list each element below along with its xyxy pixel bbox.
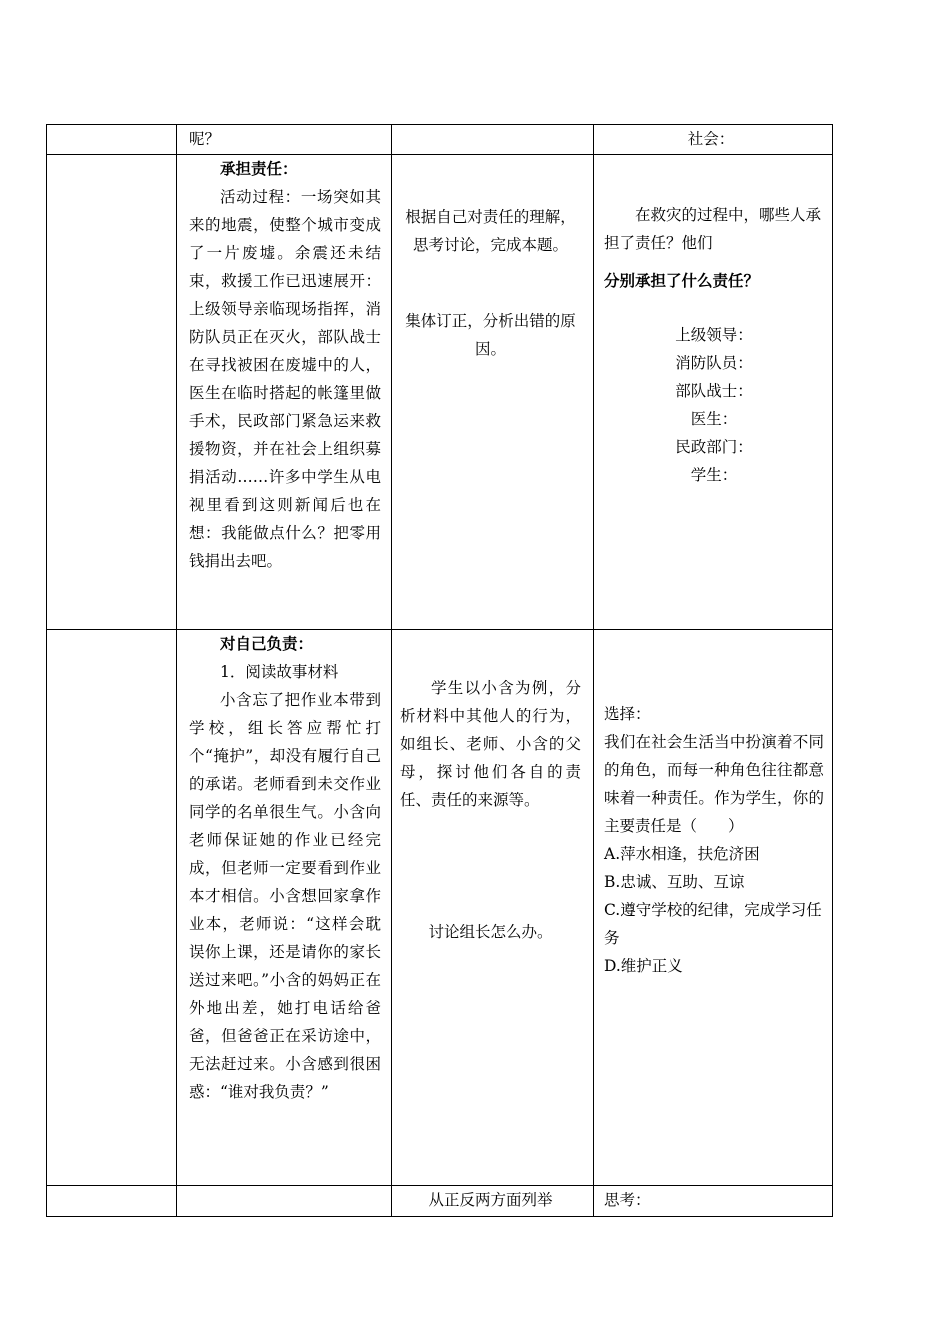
row3-col3-text2: 讨论组长怎么办。	[428, 923, 553, 941]
row1-col2	[177, 125, 392, 155]
row3-col2	[177, 630, 392, 1186]
row1-col1	[47, 125, 177, 155]
table-row	[47, 155, 833, 630]
row4-col3-text: 从正反两方面列举	[428, 1191, 553, 1209]
section-title-self: 对自己负责：	[220, 634, 314, 653]
story-subtitle: 1．阅读故事材料	[220, 663, 339, 681]
table-row	[47, 1186, 833, 1217]
choice-option: A.萍水相逢，扶危济困	[604, 845, 760, 863]
row2-col1	[47, 155, 177, 630]
choice-question: 我们在社会生活当中扮演着不同的角色，而每一种角色往往都意味着一种责任。作为学生，你的主要责任是（ ）	[604, 733, 824, 835]
choice-option: B.忠诚、互助、互谅	[604, 873, 745, 891]
row1-col4	[594, 125, 833, 155]
row4-col2	[177, 1186, 392, 1217]
role-item: 学生：	[690, 466, 738, 484]
row1-col3	[392, 125, 594, 155]
role-item: 上级领导：	[675, 326, 753, 344]
lesson-table	[46, 124, 833, 1217]
disaster-question-cont: 分别承担了什么责任？	[604, 271, 760, 290]
row1-col2-text: 呢？	[189, 130, 221, 148]
row4-col3	[392, 1186, 594, 1217]
section-title-responsibility: 承担责任：	[220, 159, 298, 178]
row1-col4-text: 社会：	[687, 130, 735, 148]
row3-col3-text1: 学生以小含为例，分析材料中其他人的行为，如组长、老师、小含的父母，探讨他们各自的责任、责任的来源等。	[400, 679, 581, 809]
row2-col2	[177, 155, 392, 630]
table-row	[47, 125, 833, 155]
row2-col3-text2: 集体订正，分析出错的原因。	[405, 312, 576, 358]
row2-col3	[392, 155, 594, 630]
choice-option: D.维护正义	[604, 957, 683, 975]
row3-col1	[47, 630, 177, 1186]
role-item: 消防队员：	[675, 354, 753, 372]
role-item: 医生：	[690, 410, 738, 428]
disaster-question: 在救灾的过程中，哪些人承担了责任？他们	[604, 206, 822, 252]
role-item: 部队战士：	[675, 382, 753, 400]
row4-col4-text: 思考：	[604, 1191, 651, 1209]
row4-col4	[594, 1186, 833, 1217]
story-text: 小含忘了把作业本带到学校，组长答应帮忙打个“掩护”，却没有履行自己的承诺。老师看到未交作业同学的名单很生气。小含向老师保证她的作业已经完成，但老师一定要看到作业本才相信。小含想回家拿作业本，老师说：“这样会耽误你上课，还是请你的家长送过来吧。”小含的妈妈正在外地出差，她打电话给爸爸，但爸爸正在采访途中，无法赶过来。小含感到很困惑：“谁对我负责？”	[189, 691, 381, 1101]
row2-col3-text1: 根据自己对责任的理解，思考讨论，完成本题。	[405, 208, 576, 254]
activity-text: 活动过程：一场突如其来的地震，使整个城市变成了一片废墟。余震还未结束，救援工作已迅速展开：上级领导亲临现场指挥，消防队员正在灭火，部队战士在寻找被困在废墟中的人，医生在临时搭起的帐篷里做手术，民政部门紧急运来救援物资，并在社会上组织募捐活动……许多中学生从电视里看到这则新闻后也在想：我能做点什么？把零用钱捐出去吧。	[189, 188, 381, 570]
row4-col1	[47, 1186, 177, 1217]
table-row	[47, 630, 833, 1186]
choice-label: 选择：	[604, 705, 651, 723]
choice-option: C.遵守学校的纪律，完成学习任务	[604, 901, 822, 947]
row3-col3	[392, 630, 594, 1186]
role-item: 民政部门：	[675, 438, 753, 456]
row3-col4	[594, 630, 833, 1186]
row2-col4	[594, 155, 833, 630]
